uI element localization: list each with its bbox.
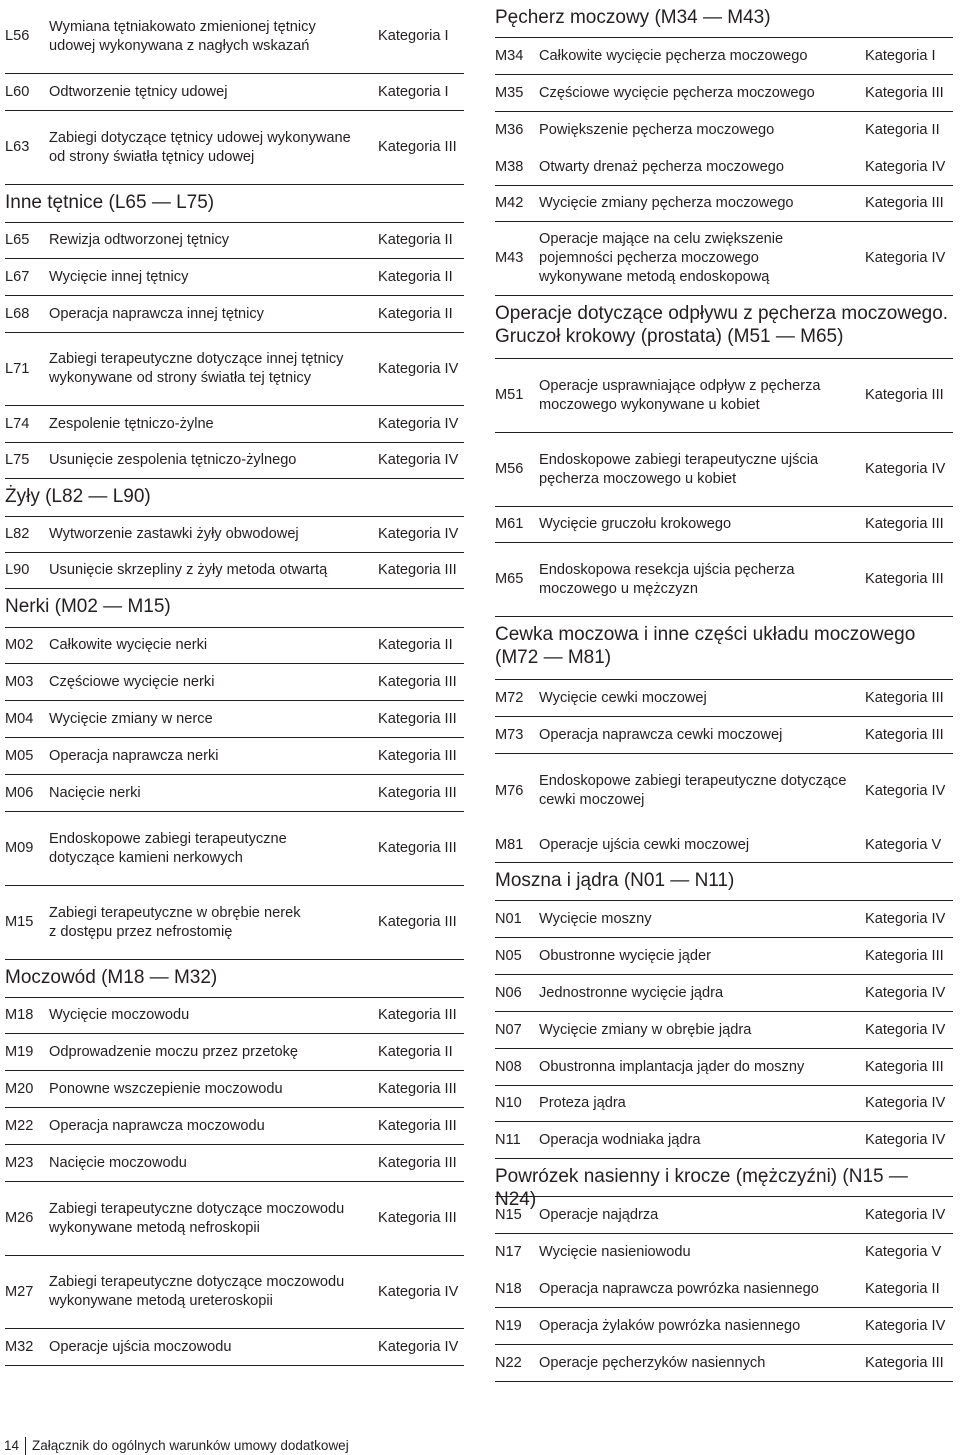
procedure-code: M22 <box>5 1117 34 1134</box>
procedure-category: Kategoria IV <box>865 158 946 175</box>
table-row <box>495 975 953 1012</box>
section-heading: Inne tętnice (L65 — L75) <box>5 185 464 223</box>
procedure-name: Odprowadzenie moczu przez przetokę <box>49 1043 299 1060</box>
procedure-category: Kategoria III <box>865 1058 944 1075</box>
table-row <box>5 443 464 479</box>
procedure-code: M73 <box>495 726 524 743</box>
procedure-code: M02 <box>5 637 34 653</box>
table-row <box>5 333 464 406</box>
procedure-category: Kategoria III <box>865 947 944 964</box>
procedure-code: M06 <box>5 784 34 801</box>
section-heading: Powrózek nasienny i krocze (mężczyźni) (N15 — N24) <box>495 1159 953 1197</box>
procedure-category: Kategoria I <box>378 28 449 44</box>
procedure-code: M09 <box>5 840 34 856</box>
procedure-name: Operacja naprawcza innej tętnicy <box>49 305 264 322</box>
table-row <box>5 74 464 111</box>
section-heading: Nerki (M02 — M15) <box>5 589 464 628</box>
table-row <box>5 223 464 259</box>
procedure-category: Kategoria III <box>378 784 457 801</box>
table-row <box>495 901 953 938</box>
table-row <box>495 1308 953 1345</box>
table-row <box>5 664 464 701</box>
procedure-category: Kategoria III <box>378 562 457 578</box>
procedure-category: Kategoria IV <box>865 250 946 266</box>
procedure-name: Operacja naprawcza cewki moczowej <box>539 726 783 743</box>
procedure-code: M26 <box>5 1210 34 1226</box>
procedure-code: M03 <box>5 673 34 690</box>
procedure-category: Kategoria II <box>378 232 453 248</box>
procedure-category: Kategoria III <box>865 516 944 532</box>
procedure-category: Kategoria IV <box>378 1283 459 1300</box>
page-number: 14 <box>0 1437 26 1455</box>
procedure-name: Zabiegi terapeutyczne dotyczące innej tętnicy wykonywane od strony światła tej tętnicy <box>49 351 344 386</box>
table-row <box>495 1197 953 1234</box>
procedure-code: M32 <box>5 1338 34 1355</box>
procedure-name: Wycięcie nasieniowodu <box>539 1244 691 1260</box>
table-row <box>5 1034 464 1071</box>
procedure-name: Wycięcie zmiany pęcherza moczowego <box>539 195 794 211</box>
procedure-name: Operacje mające na celu zwiększenie pojemności pęcherza moczowego wykonywane metodą endoskopową <box>539 231 784 285</box>
procedure-name: Operacje pęcherzyków nasiennych <box>539 1354 766 1371</box>
procedure-code: M65 <box>495 571 524 587</box>
procedure-code: L74 <box>5 415 30 432</box>
procedure-code: L63 <box>5 139 30 155</box>
procedure-name: Wycięcie innej tętnicy <box>49 268 189 285</box>
procedure-category: Kategoria II <box>378 268 453 285</box>
procedure-name: Otwarty drenaż pęcherza moczowego <box>539 158 784 175</box>
procedure-code: L68 <box>5 305 30 322</box>
procedure-category: Kategoria III <box>378 840 457 856</box>
table-row <box>5 886 464 960</box>
procedure-category: Kategoria IV <box>378 526 459 542</box>
procedure-name: Częściowe wycięcie pęcherza moczowego <box>539 84 815 101</box>
table-row <box>5 553 464 589</box>
procedure-category: Kategoria III <box>378 673 457 690</box>
procedure-name: Operacja naprawcza moczowodu <box>49 1117 265 1134</box>
procedure-name: Obustronna implantacja jąder do moszny <box>539 1058 805 1075</box>
table-row <box>495 938 953 975</box>
procedure-code: M61 <box>495 516 524 532</box>
procedure-name: Wytworzenie zastawki żyły obwodowej <box>49 526 299 542</box>
procedure-name: Obustronne wycięcie jąder <box>539 947 711 964</box>
table-row <box>495 112 953 149</box>
procedure-code: M05 <box>5 747 34 764</box>
procedure-category: Kategoria III <box>378 1080 457 1097</box>
procedure-name: Usunięcie skrzepliny z żyły metoda otwartą <box>49 562 328 578</box>
table-row <box>495 1049 953 1086</box>
table-row <box>495 717 953 754</box>
section-heading: Cewka moczowa i inne części układu moczowego (M72 — M81) <box>495 617 953 680</box>
procedure-name: Wycięcie zmiany w obrębie jądra <box>539 1021 752 1038</box>
procedure-name: Operacja żylaków powrózka nasiennego <box>539 1317 801 1334</box>
procedure-name: Endoskopowe zabiegi terapeutyczne dotyczące cewki moczowej <box>539 773 847 808</box>
table-row <box>5 259 464 296</box>
procedure-category: Kategoria II <box>865 1280 940 1297</box>
procedure-name: Wycięcie cewki moczowej <box>539 689 707 706</box>
table-row <box>495 38 953 75</box>
procedure-code: M72 <box>495 689 524 706</box>
section-heading: Moszna i jądra (N01 — N11) <box>495 863 953 901</box>
table-row <box>495 1122 953 1159</box>
procedure-code: M76 <box>495 782 524 799</box>
procedure-name: Usunięcie zespolenia tętniczo-żylnego <box>49 452 297 468</box>
procedure-name: Całkowite wycięcie nerki <box>49 637 208 653</box>
procedure-name: Nacięcie nerki <box>49 784 141 801</box>
procedure-code: M51 <box>495 387 524 403</box>
procedure-name: Nacięcie moczowodu <box>49 1154 187 1171</box>
footer-title: Załącznik do ogólnych warunków umowy dodatkowej <box>32 1438 349 1453</box>
procedure-category: Kategoria IV <box>378 452 459 468</box>
procedure-category: Kategoria IV <box>865 910 946 927</box>
procedure-code: N17 <box>495 1244 522 1260</box>
procedure-category: Kategoria III <box>378 1117 457 1134</box>
procedure-category: Kategoria II <box>865 122 940 138</box>
table-row <box>495 222 953 296</box>
table-row <box>5 1145 464 1182</box>
section-heading: Żyły (L82 — L90) <box>5 479 464 517</box>
procedure-category: Kategoria II <box>378 305 453 322</box>
table-row <box>5 0 464 74</box>
procedure-code: M19 <box>5 1043 34 1060</box>
right-column <box>495 0 953 1382</box>
table-row <box>495 149 953 186</box>
procedure-code: L65 <box>5 232 30 248</box>
procedure-name: Rewizja odtworzonej tętnicy <box>49 232 230 248</box>
table-row <box>495 1012 953 1049</box>
procedure-name: Operacje usprawniające odpływ z pęcherza moczowego wykonywane u kobiet <box>539 377 821 413</box>
procedure-name: Zabiegi terapeutyczne dotyczące moczowodu wykonywane metodą nefroskopii <box>49 1200 345 1236</box>
table-row <box>495 1234 953 1271</box>
procedure-category: Kategoria IV <box>865 1095 946 1111</box>
procedure-name: Powiększenie pęcherza moczowego <box>539 122 775 138</box>
procedure-code: N22 <box>495 1354 522 1371</box>
table-row <box>495 359 953 433</box>
table-row <box>5 111 464 185</box>
procedure-category: Kategoria III <box>378 1007 457 1023</box>
procedure-code: M18 <box>5 1007 34 1023</box>
procedure-code: N07 <box>495 1021 522 1038</box>
procedure-name: Zabiegi dotyczące tętnicy udowej wykonywane od strony światła tętnicy udowej <box>49 129 351 165</box>
procedure-name: Wycięcie moczowodu <box>49 1007 190 1023</box>
procedure-category: Kategoria III <box>378 1210 457 1226</box>
procedure-name: Całkowite wycięcie pęcherza moczowego <box>539 47 808 64</box>
procedure-code: N01 <box>495 910 522 927</box>
procedure-name: Operacje ujścia cewki moczowej <box>539 836 750 853</box>
procedure-category: Kategoria III <box>865 726 944 743</box>
procedure-name: Zabiegi terapeutyczne w obrębie nerek z dostępu przez nefrostomię <box>49 904 301 940</box>
table-row <box>5 738 464 775</box>
procedure-name: Operacje najądrza <box>539 1206 659 1223</box>
table-row <box>5 998 464 1034</box>
procedure-name: Proteza jądra <box>539 1095 626 1111</box>
procedure-category: Kategoria IV <box>378 415 459 432</box>
procedure-code: L90 <box>5 562 30 578</box>
procedure-code: N11 <box>495 1131 521 1148</box>
section-heading: Moczowód (M18 — M32) <box>5 960 464 998</box>
procedure-category: Kategoria III <box>865 689 944 706</box>
procedure-code: M81 <box>495 836 524 853</box>
procedure-category: Kategoria III <box>865 84 944 101</box>
table-row <box>5 775 464 812</box>
section-heading: Operacje dotyczące odpływu z pęcherza moczowego. Gruczoł krokowy (prostata) (M51 — M65) <box>495 296 953 359</box>
procedure-code: M34 <box>495 47 524 64</box>
procedure-category: Kategoria IV <box>865 1317 946 1334</box>
procedure-name: Wymiana tętniakowato zmienionej tętnicy udowej wykonywana z nagłych wskazań <box>49 18 316 54</box>
page-footer <box>0 1437 349 1455</box>
procedure-code: N08 <box>495 1058 522 1075</box>
procedure-name: Endoskopowe zabiegi terapeutyczne dotyczące kamieni nerkowych <box>49 830 287 866</box>
procedure-code: M15 <box>5 914 34 930</box>
procedure-category: Kategoria III <box>378 747 457 764</box>
procedure-code: N18 <box>495 1280 522 1297</box>
procedure-code: L67 <box>5 268 30 285</box>
procedure-category: Kategoria I <box>865 47 936 64</box>
table-row <box>5 1182 464 1256</box>
procedure-category: Kategoria IV <box>865 1206 946 1223</box>
table-row <box>5 406 464 443</box>
procedure-name: Jednostronne wycięcie jądra <box>539 984 724 1001</box>
procedure-code: M36 <box>495 122 524 138</box>
table-row <box>5 1071 464 1108</box>
table-row <box>495 186 953 222</box>
table-row <box>495 75 953 112</box>
table-row <box>495 1086 953 1122</box>
procedure-code: L60 <box>5 83 30 100</box>
procedure-code: M43 <box>495 250 524 266</box>
table-row <box>495 507 953 543</box>
left-column <box>5 0 464 1366</box>
procedure-category: Kategoria III <box>378 1154 457 1171</box>
procedure-category: Kategoria II <box>378 637 453 653</box>
procedure-code: L82 <box>5 526 30 542</box>
table-row <box>5 1108 464 1145</box>
procedure-category: Kategoria IV <box>865 1131 946 1148</box>
procedure-category: Kategoria III <box>865 571 944 587</box>
procedure-code: M27 <box>5 1283 34 1300</box>
procedure-category: Kategoria IV <box>865 461 946 477</box>
procedure-category: Kategoria III <box>865 387 944 403</box>
procedure-code: M35 <box>495 84 524 101</box>
procedure-code: N06 <box>495 984 522 1001</box>
procedure-category: Kategoria III <box>865 1354 944 1371</box>
procedure-code: L75 <box>5 452 30 468</box>
table-row <box>495 433 953 507</box>
table-row <box>5 1329 464 1366</box>
procedure-code: M23 <box>5 1154 34 1171</box>
procedure-code: N15 <box>495 1206 522 1223</box>
procedure-category: Kategoria I <box>378 83 449 100</box>
procedure-name: Wycięcie zmiany w nerce <box>49 710 213 727</box>
procedure-category: Kategoria IV <box>865 1021 946 1038</box>
procedure-category: Kategoria V <box>865 1244 942 1260</box>
table-row <box>5 812 464 886</box>
table-row <box>5 628 464 664</box>
procedure-code: M04 <box>5 710 34 727</box>
table-row <box>5 517 464 553</box>
procedure-name: Ponowne wszczepienie moczowodu <box>49 1080 283 1097</box>
procedure-code: M20 <box>5 1080 34 1097</box>
procedure-name: Operacja wodniaka jądra <box>539 1131 701 1148</box>
table-row <box>495 1345 953 1382</box>
procedure-name: Częściowe wycięcie nerki <box>49 673 215 690</box>
table-row <box>5 701 464 738</box>
procedure-name: Wycięcie gruczołu krokowego <box>539 516 732 532</box>
table-row <box>495 1271 953 1308</box>
procedure-name: Operacja naprawcza nerki <box>49 747 219 764</box>
procedure-code: M38 <box>495 158 524 175</box>
procedure-category: Kategoria IV <box>865 782 946 799</box>
procedure-name: Odtworzenie tętnicy udowej <box>49 83 228 100</box>
procedure-code: L71 <box>5 360 30 377</box>
table-row <box>495 543 953 617</box>
procedure-category: Kategoria III <box>378 139 457 155</box>
procedure-name: Endoskopowa resekcja ujścia pęcherza moczowego u mężczyzn <box>539 561 795 597</box>
section-heading: Pęcherz moczowy (M34 — M43) <box>495 0 953 38</box>
procedure-name: Operacja naprawcza powrózka nasiennego <box>539 1280 819 1297</box>
procedure-category: Kategoria IV <box>378 360 459 377</box>
procedure-category: Kategoria IV <box>865 984 946 1001</box>
procedure-code: M42 <box>495 195 524 211</box>
table-row <box>5 1256 464 1329</box>
procedure-code: L56 <box>5 28 30 44</box>
procedure-code: N19 <box>495 1317 522 1334</box>
procedure-code: N10 <box>495 1095 522 1111</box>
table-row <box>5 296 464 333</box>
procedure-name: Endoskopowe zabiegi terapeutyczne ujścia pęcherza moczowego u kobiet <box>539 451 819 487</box>
table-row <box>495 828 953 863</box>
procedure-code: M56 <box>495 461 524 477</box>
table-row <box>495 754 953 828</box>
table-row <box>495 680 953 717</box>
procedure-category: Kategoria V <box>865 836 942 853</box>
procedure-category: Kategoria III <box>378 710 457 727</box>
procedure-category: Kategoria II <box>378 1043 453 1060</box>
procedure-name: Zespolenie tętniczo-żylne <box>49 415 214 432</box>
procedure-name: Operacje ujścia moczowodu <box>49 1338 232 1355</box>
procedure-category: Kategoria III <box>378 914 457 930</box>
procedure-category: Kategoria III <box>865 195 944 211</box>
procedure-code: N05 <box>495 947 522 964</box>
procedure-name: Zabiegi terapeutyczne dotyczące moczowodu wykonywane metodą ureteroskopii <box>49 1274 345 1309</box>
procedure-category: Kategoria IV <box>378 1338 459 1355</box>
procedure-name: Wycięcie moszny <box>539 910 652 927</box>
